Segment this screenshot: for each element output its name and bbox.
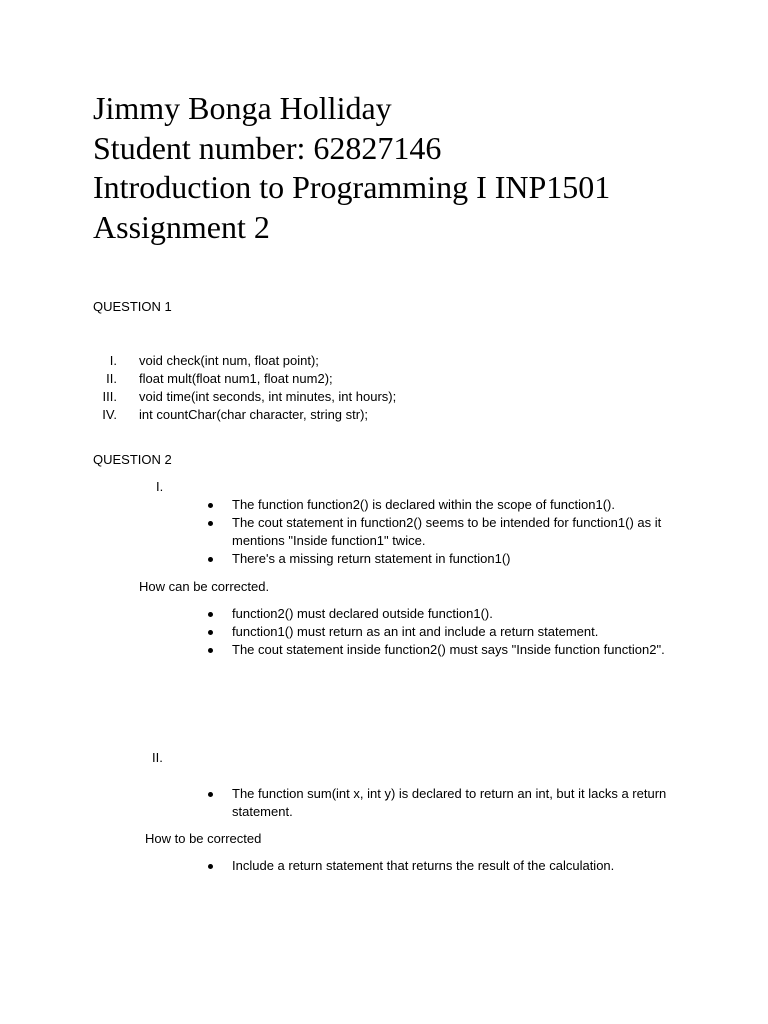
list-item bbox=[208, 623, 678, 641]
list-item bbox=[208, 514, 678, 550]
part2-fix-list bbox=[208, 857, 678, 875]
part1-fix-heading: How can be corrected. bbox=[139, 579, 270, 594]
list-item bbox=[208, 605, 678, 623]
bullet-icon bbox=[208, 864, 213, 869]
list-item-number: IV. bbox=[102, 407, 117, 422]
part2-fix-heading: How to be corrected bbox=[145, 831, 262, 846]
list-item bbox=[208, 641, 678, 659]
question2-heading: QUESTION 2 bbox=[93, 452, 172, 467]
bullet-icon bbox=[208, 557, 213, 562]
question2-part2-number: II. bbox=[152, 750, 163, 765]
list-item-text: function2() must declared outside function1(). bbox=[232, 606, 493, 621]
list-item-text: void time(int seconds, int minutes, int hours); bbox=[139, 389, 397, 404]
bullet-icon bbox=[208, 792, 213, 797]
list-item bbox=[208, 857, 678, 875]
list-item-text: void check(int num, float point); bbox=[139, 353, 319, 368]
list-item-text: The cout statement in function2() seems to be intended for function1() as it mentions "Inside function1" twice. bbox=[232, 515, 662, 548]
list-item-text: Include a return statement that returns the result of the calculation. bbox=[232, 858, 615, 873]
list-item-text: function1() must return as an int and include a return statement. bbox=[232, 624, 599, 639]
part1-problem-list bbox=[208, 496, 678, 568]
student-number: Student number: 62827146 bbox=[93, 129, 442, 166]
part1-fix-list bbox=[208, 605, 678, 659]
bullet-icon bbox=[208, 503, 213, 508]
list-item bbox=[208, 550, 678, 568]
document-header bbox=[93, 89, 610, 247]
list-item-number: III. bbox=[102, 389, 117, 404]
list-item-number: I. bbox=[109, 353, 117, 368]
bullet-icon bbox=[208, 612, 213, 617]
list-item-text: The cout statement inside function2() must says "Inside function function2". bbox=[232, 642, 665, 657]
question1-heading: QUESTION 1 bbox=[93, 299, 172, 314]
bullet-icon bbox=[208, 648, 213, 653]
course-title: Introduction to Programming I INP1501 bbox=[93, 169, 611, 205]
list-item-text: int countChar(char character, string str); bbox=[139, 407, 369, 422]
list-item bbox=[208, 496, 678, 514]
list-item-text: float mult(float num1, float num2); bbox=[139, 371, 333, 386]
assignment-title: Assignment 2 bbox=[93, 208, 270, 245]
part2-problem-list bbox=[208, 785, 678, 821]
list-item-text: The function sum(int x, int y) is declared to return an int, but it lacks a return statement. bbox=[232, 786, 667, 819]
bullet-icon bbox=[208, 630, 213, 635]
list-item-number: II. bbox=[106, 371, 117, 386]
list-item bbox=[208, 785, 678, 821]
question2-part1-number: I. bbox=[156, 479, 164, 494]
student-name: Jimmy Bonga Holliday bbox=[93, 90, 392, 126]
list-item-text: There's a missing return statement in function1() bbox=[232, 551, 511, 566]
list-item-text: The function function2() is declared within the scope of function1(). bbox=[232, 497, 615, 512]
bullet-icon bbox=[208, 521, 213, 526]
